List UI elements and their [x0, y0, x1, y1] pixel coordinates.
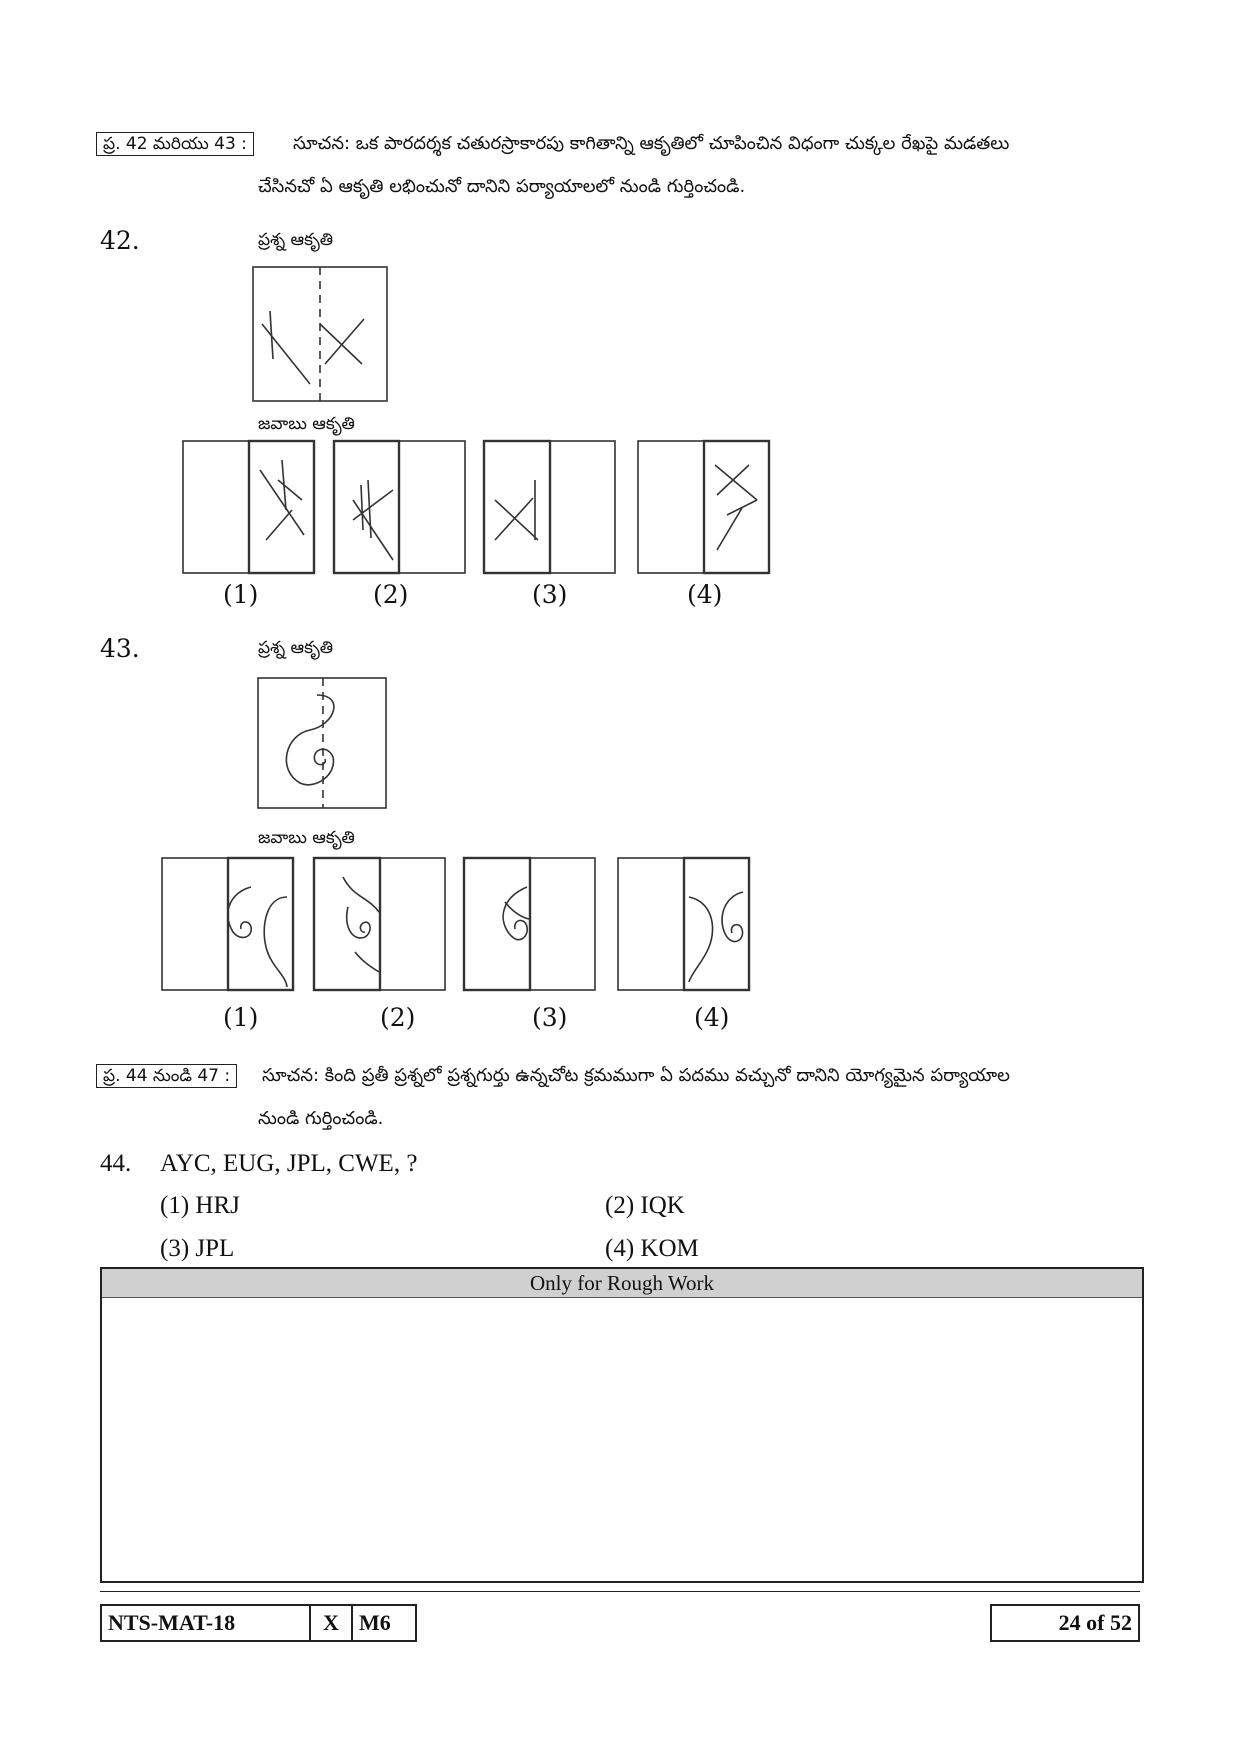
footer-class: X [311, 1606, 353, 1640]
q44-option-2[interactable]: (2) IQK [605, 1192, 685, 1219]
question-number-44: 44. [100, 1150, 132, 1177]
instruction-label-44-47: ప్ర. 44 నుండి 47 : [96, 1064, 237, 1088]
q43-option-2-figure[interactable] [313, 857, 448, 992]
q42-question-figure [250, 264, 390, 404]
q42-option-2-figure[interactable] [333, 440, 468, 575]
q43-option-1-figure[interactable] [161, 857, 296, 992]
q42-option-1-label: (1) [223, 580, 259, 609]
q42-option-2-label: (2) [373, 580, 409, 609]
q43-option-1-label: (1) [223, 1003, 259, 1032]
q44-option-3[interactable]: (3) JPL [160, 1235, 235, 1262]
q43-option-4-figure[interactable] [617, 857, 752, 992]
q42-question-figure-label: ప్రశ్న ఆకృతి [258, 230, 334, 250]
q42-answer-figure-label: జవాబు ఆకృతి [258, 414, 355, 434]
rough-work-header: Only for Rough Work [102, 1269, 1142, 1298]
q44-option-4[interactable]: (4) KOM [605, 1235, 699, 1262]
instruction-42-43-line2: చేసినచో ఏ ఆకృతి లభించునో దానిని పర్యాయాలలో నుండి గుర్తించండి. [258, 176, 746, 197]
instruction-44-47-line1: సూచన: కింది ప్రతీ ప్రశ్నలో ప్రశ్నగుర్తు ఉన్నచోట క్రమముగా ఏ పదము వచ్చునో దానిని యోగ్యమైన పర్యాయాల [262, 1065, 1010, 1086]
q42-option-3-label: (3) [532, 580, 568, 609]
footer-page-box [990, 1604, 1140, 1642]
q43-question-figure [255, 675, 390, 810]
q44-option-1[interactable]: (1) HRJ [160, 1192, 240, 1219]
footer-divider [100, 1591, 1140, 1592]
q42-option-3-figure[interactable] [483, 440, 618, 575]
question-number-43: 43. [100, 634, 140, 663]
q42-option-4-label: (4) [687, 580, 723, 609]
question-number-42: 42. [100, 226, 140, 255]
q44-question-text: AYC, EUG, JPL, CWE, ? [160, 1150, 418, 1177]
footer-code: NTS-MAT-18 [102, 1606, 311, 1640]
rough-work-box [100, 1267, 1144, 1583]
instruction-44-47-line2: నుండి గుర్తించండి. [258, 1108, 384, 1129]
footer-page-number: 24 of 52 [1058, 1610, 1132, 1635]
q42-option-4-figure[interactable] [637, 440, 772, 575]
q43-option-4-label: (4) [694, 1003, 730, 1032]
footer-code-box [100, 1604, 417, 1642]
q43-option-3-label: (3) [532, 1003, 568, 1032]
instruction-label-42-43: ప్ర. 42 మరియు 43 : [96, 132, 254, 156]
q43-answer-figure-label: జవాబు ఆకృతి [258, 828, 355, 848]
q43-option-2-label: (2) [380, 1003, 416, 1032]
q42-option-1-figure[interactable] [182, 440, 317, 575]
footer-series: M6 [359, 1610, 391, 1635]
q43-option-3-figure[interactable] [463, 857, 598, 992]
instruction-42-43-line1: సూచన: ఒక పారదర్శక చతురస్రాకారపు కాగితాన్ని ఆకృతిలో చూపించిన విధంగా చుక్కల రేఖపై మడతలు [293, 133, 1010, 154]
q43-question-figure-label: ప్రశ్న ఆకృతి [258, 638, 334, 658]
